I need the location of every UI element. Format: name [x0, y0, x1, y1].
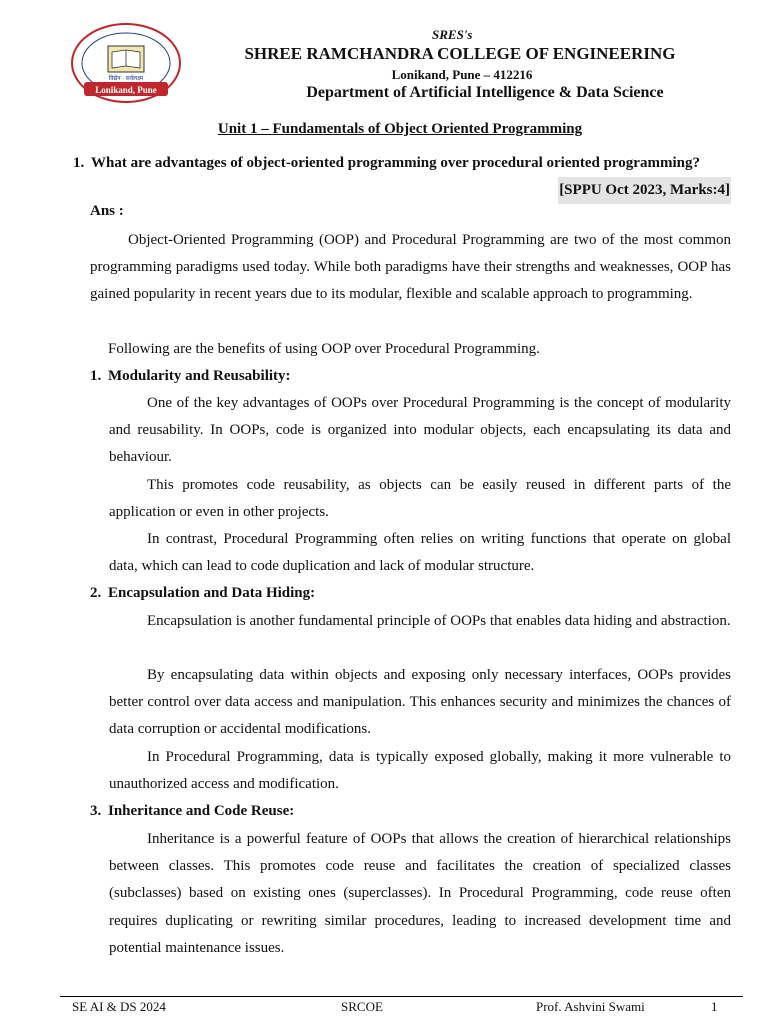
svg-text:विद्येन · सर्वलक्ष्म: विद्येन · सर्वलक्ष्म: [108, 76, 144, 82]
logo-banner-text: Lonikand, Pune: [95, 85, 157, 95]
question-number: 1.: [73, 155, 85, 171]
point-title: Modularity and Reusability:: [108, 368, 291, 384]
unit-title: Unit 1 – Fundamentals of Object Oriented Programming: [217, 121, 583, 137]
point-heading: [90, 368, 291, 385]
footer-institute: SRCOE: [341, 999, 383, 1014]
footer-course: SE AI & DS 2024: [72, 999, 166, 1014]
point-heading: [90, 803, 294, 820]
point-paragraph: In Procedural Programming, data is typically exposed globally, making it more vulnerable to unauthorized access and modification.: [109, 749, 731, 793]
college-logo: [70, 22, 182, 104]
point-paragraph: Encapsulation is another fundamental principle of OOPs that enables data hiding and abstraction.: [147, 613, 731, 629]
page-number: 1: [711, 999, 718, 1014]
answer-label: Ans :: [90, 203, 124, 219]
sres-label: SRES's: [432, 27, 473, 42]
question-text: What are advantages of object-oriented programming over procedural oriented programming?: [91, 155, 700, 171]
point-paragraph: In contrast, Procedural Programming often relies on writing functions that operate on global data, which can lead to code duplication and lack of modular structure.: [109, 531, 731, 575]
intro-paragraph: Object-Oriented Programming (OOP) and Procedural Programming are two of the most common programming paradigms used today. While both paradigms have their strengths and weaknesses, OOP has gained popularity in recent years due to its modular, flexible and scalable approach to programming.: [90, 232, 731, 303]
point-title: Inheritance and Code Reuse:: [108, 803, 295, 819]
point-paragraph: Inheritance is a powerful feature of OOPs that allows the creation of hierarchical relationships between classes. This promotes code reuse and facilitates the creation of specialized classes (subclasses) based on existing ones (superclasses). In Procedural Programming, code reuse often requires duplicating or rewriting similar procedures, leading to increased development time and potential maintenance issues.: [109, 831, 731, 956]
point-paragraph: By encapsulating data within objects and exposing only necessary interfaces, OOPs provides better control over data access and manipulation. This enhances security and minimizes the chances of data corruption or accidental modifications.: [109, 667, 731, 738]
point-heading: [90, 585, 315, 602]
footer-divider: [60, 996, 743, 997]
college-address: Lonikand, Pune – 412216: [391, 67, 533, 82]
point-number: 2.: [90, 585, 102, 601]
point-number: 1.: [90, 368, 102, 384]
following-paragraph: Following are the benefits of using OOP over Procedural Programming.: [108, 341, 540, 357]
point-paragraph: This promotes code reusability, as objects can be easily reused in different parts of the application or even in other projects.: [109, 477, 731, 521]
point-paragraph: One of the key advantages of OOPs over Procedural Programming is the concept of modularity and reusability. In OOPs, code is organized into modular objects, each encapsulating its data and behaviour.: [109, 395, 731, 466]
question-tag: [SPPU Oct 2023, Marks:4]: [558, 177, 731, 204]
point-title: Encapsulation and Data Hiding:: [108, 585, 316, 601]
department-name: Department of Artificial Intelligence & Data Science: [306, 84, 664, 101]
footer-author: Prof. Ashvini Swami: [536, 999, 645, 1014]
college-name: SHREE RAMCHANDRA COLLEGE OF ENGINEERING: [244, 44, 676, 63]
point-number: 3.: [90, 803, 102, 819]
question-block: [73, 150, 733, 198]
